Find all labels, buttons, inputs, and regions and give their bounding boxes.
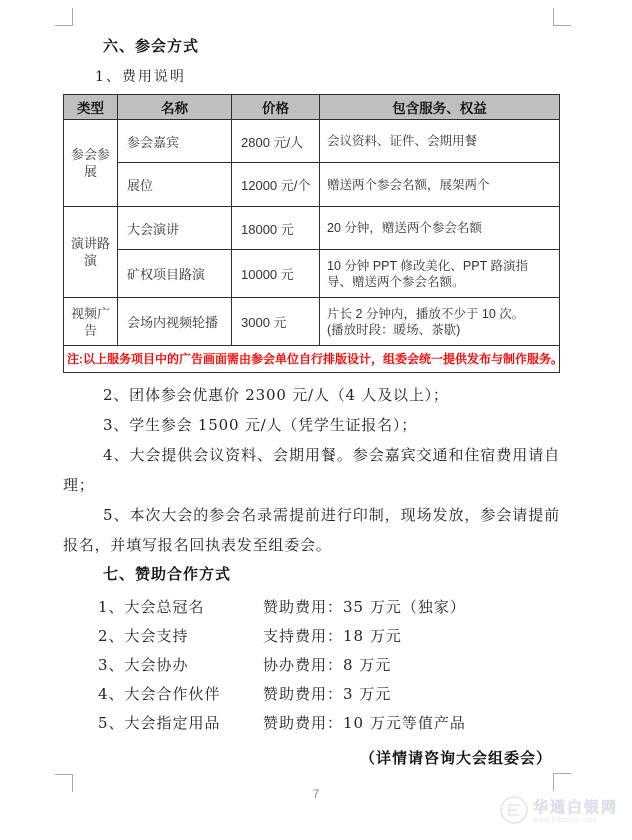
cell-services: 会议资料、证件、会期用餐 (320, 120, 560, 163)
sponsor-value: 赞助费用：35 万元（独家） (263, 598, 466, 616)
paragraph-student-fee: 3、学生参会 1500 元/人（凭学生证报名）； (103, 416, 418, 434)
sponsor-value: 赞助费用：10 万元等值产品 (263, 714, 466, 732)
sponsor-value: 协办费用：8 万元 (263, 656, 392, 674)
fee-table (63, 94, 563, 373)
cell-category-video: 视频广告 (64, 298, 118, 346)
page-number: 7 (312, 787, 320, 801)
sponsor-label: 5、大会指定用品 (98, 714, 221, 732)
section-7-heading: 七、赞助合作方式 (103, 566, 232, 583)
closing-note: （详情请咨询大会组委会） (359, 749, 552, 767)
cell-name: 矿权项目路演 (118, 250, 232, 298)
cell-name: 参会嘉宾 (118, 120, 232, 163)
cell-services: 10 分钟 PPT 修改美化、PPT 路演指导、赠送两个参会名额。 (320, 250, 560, 298)
crop-mark-top-right (553, 8, 571, 26)
sponsor-value: 赞助费用：3 万元 (263, 685, 392, 703)
list-item (63, 593, 560, 622)
sponsor-label: 4、大会合作伙伴 (98, 685, 221, 703)
section-6-heading: 六、参会方式 (103, 38, 200, 55)
cell-name: 展位 (118, 163, 232, 207)
sponsor-label: 3、大会协办 (98, 656, 189, 674)
sponsor-list (63, 593, 560, 738)
services-line-2: (播放时段：暖场、茶歇) (327, 322, 461, 337)
col-header-name: 名称 (118, 95, 232, 120)
col-header-services: 包含服务、权益 (320, 95, 560, 120)
fee-description-subtitle: 1、费用说明 (95, 69, 186, 85)
col-header-price: 价格 (232, 95, 320, 120)
list-item (63, 680, 560, 709)
cell-price: 2800 元/人 (232, 120, 320, 163)
cell-price: 3000 元 (232, 298, 320, 346)
services-line-1: 片长 2 分钟内，播放不少于 10 次。 (327, 306, 525, 321)
paragraph-included-costs: 4、大会提供会议资料、会期用餐。参会嘉宾交通和住宿费用请自理； (63, 446, 560, 494)
cell-price: 10000 元 (232, 250, 320, 298)
cell-price: 18000 元 (232, 207, 320, 250)
table-row (64, 298, 560, 346)
fee-paragraphs (63, 380, 560, 560)
fee-table-header-row (64, 95, 560, 120)
table-row (64, 163, 560, 207)
huatong-logo-icon (499, 795, 529, 825)
page-content (63, 36, 563, 771)
list-item (63, 651, 560, 680)
table-note-row (64, 346, 560, 373)
crop-mark-top-left (55, 8, 73, 26)
list-item (63, 622, 560, 651)
cell-services: 20 分钟，赠送两个参会名额 (320, 207, 560, 250)
paragraph-group-discount: 2、团体参会优惠价 2300 元/人（4 人及以上）； (103, 386, 449, 404)
cell-services (320, 298, 560, 346)
red-note-text: 注:以上服务项目中的广告画面需由参会单位自行排版设计，组委会统一提供发布与制作服务。 (67, 352, 563, 366)
table-row (64, 120, 560, 163)
watermark-brand: 华通白银网 (532, 799, 618, 816)
watermark (499, 795, 618, 825)
sponsor-value: 支持费用：18 万元 (263, 627, 402, 645)
cell-price: 12000 元/个 (232, 163, 320, 207)
cell-services: 赠送两个参会名额，展架两个 (320, 163, 560, 207)
col-header-type: 类型 (64, 95, 118, 120)
note-cell (64, 346, 563, 373)
cell-name: 会场内视频轮播 (118, 298, 232, 346)
cell-category-speech: 演讲路演 (64, 207, 118, 298)
list-item (63, 709, 560, 738)
sponsor-label: 2、大会支持 (98, 627, 189, 645)
watermark-text-block (533, 796, 618, 824)
cell-category-attend: 参会参展 (64, 120, 118, 207)
table-row (64, 250, 560, 298)
paragraph-registration: 5、本次大会的参会名录需提前进行印制，现场发放，参会请提前报名，并填写报名回执表发至组委会。 (63, 506, 560, 554)
cell-name: 大会演讲 (118, 207, 232, 250)
sponsor-label: 1、大会总冠名 (98, 598, 205, 616)
table-row (64, 207, 560, 250)
watermark-url: www.htbaiyin.com (532, 817, 598, 824)
